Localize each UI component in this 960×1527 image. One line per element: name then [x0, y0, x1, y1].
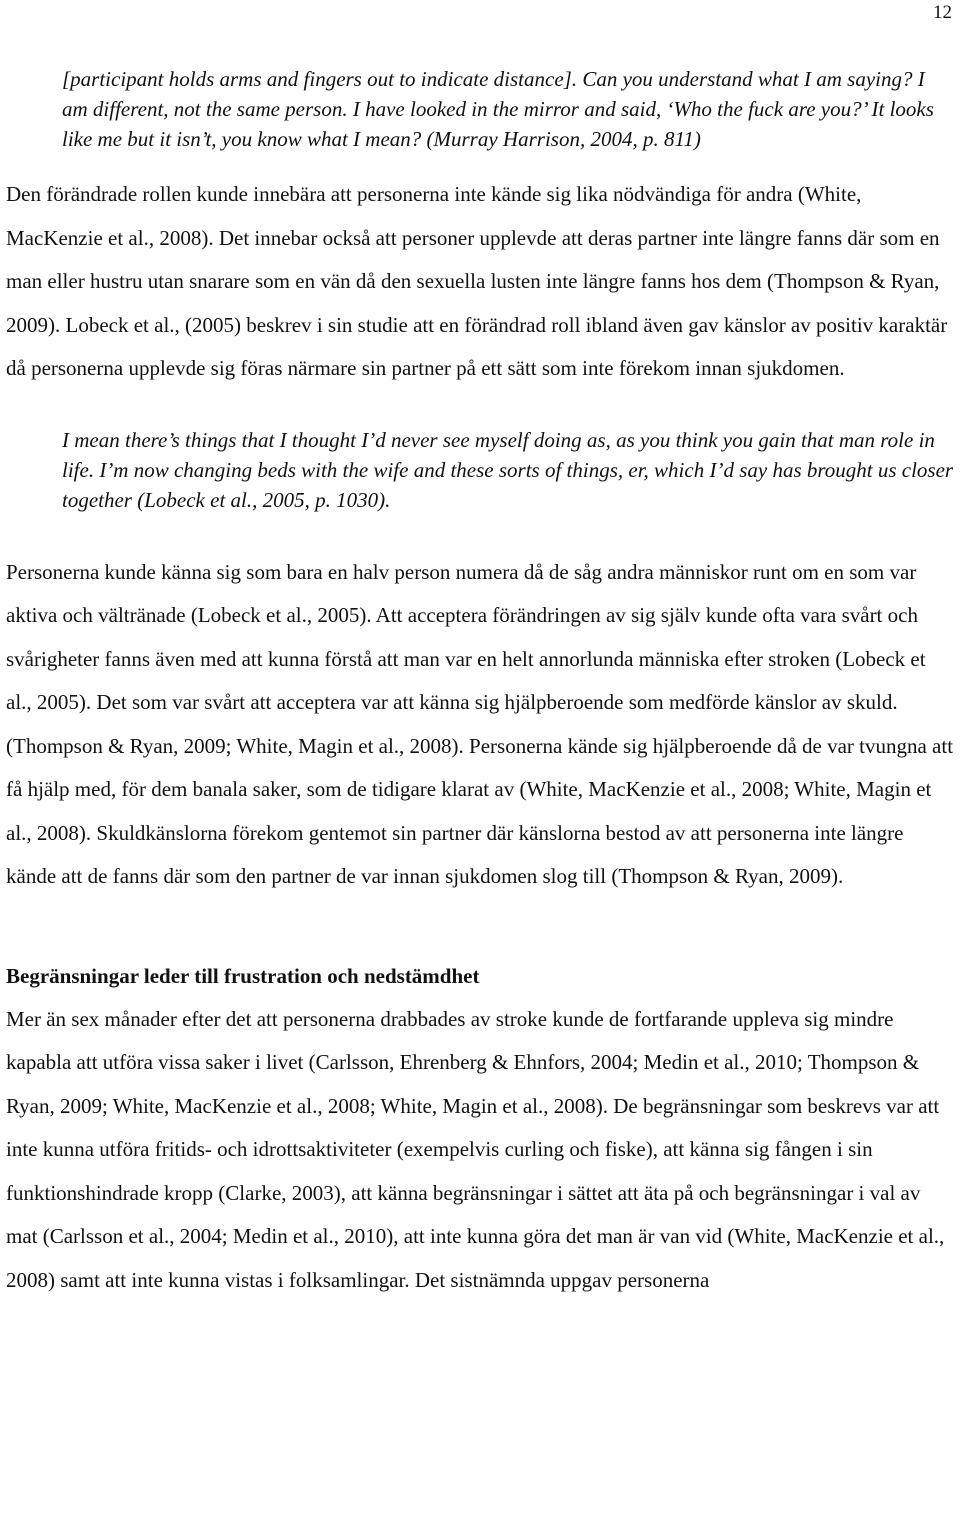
block-quote-1: [participant holds arms and fingers out to indicate distance]. Can you understand what I am saying? I am different, not the same person. I have looked in the mirror and said, ‘Who the fuck are you?’ It looks like me but it isn’t, you know what I mean? (Murray Harrison, 2004, p. 811): [62, 67, 934, 151]
document-body: [6, 64, 956, 1302]
section-paragraph: Mer än sex månader efter det att personerna drabbades av stroke kunde de fortfarande uppleva sig mindre kapabla att utföra vissa saker i livet (Carlsson, Ehrenberg & Ehnfors, 2004; Medin et al., 2010; Thompson & Ryan, 2009; White, MacKenzie et al., 2008; White, Magin et al., 2008). De begränsningar som beskrevs var att inte kunna utföra fritids- och idrottsaktiviteter (exempelvis curling och fiske), att känna sig fången i sin funktionshindrade kropp (Clarke, 2003), att känna begränsningar i sättet att äta på och begränsningar i val av mat (Carlsson et al., 2004; Medin et al., 2010), att inte kunna göra det man är van vid (White, MacKenzie et al., 2008) samt att inte kunna vistas i folksamlingar. Det sistnämnda uppgav personerna: [6, 1006, 945, 1292]
paragraph-2: Personerna kunde känna sig som bara en halv person numera då de såg andra människor runt om en som var aktiva och vältränade (Lobeck et al., 2005). Att acceptera förändringen av sig själv kunde ofta vara svårt och svårigheter fanns även med att kunna förstå att man var en helt annorlunda människa efter stroken (Lobeck et al., 2005). Det som var svårt att acceptera var att känna sig hjälpberoende som medförde känslor av skuld. (Thompson & Ryan, 2009; White, Magin et al., 2008). Personerna kände sig hjälpberoende då de var tvungna att få hjälp med, för dem banala saker, som de tidigare klarat av (White, MacKenzie et al., 2008; White, Magin et al., 2008). Skuldkänslorna förekom gentemot sin partner där känslorna bestod av att personerna inte längre kände att de fanns där som den partner de var innan sjukdomen slog till (Thompson & Ryan, 2009).: [6, 559, 954, 888]
paragraph-1: Den förändrade rollen kunde innebära att personerna inte kände sig lika nödvändiga för andra (White, MacKenzie et al., 2008). Det innebar också att personer upplevde att deras partner inte längre fanns där som en man eller hustru utan snarare som en vän då den sexuella lusten inte längre fanns hos dem (Thompson & Ryan, 2009). Lobeck et al., (2005) beskrev i sin studie att en förändrad roll ibland även gav känslor av positiv karaktär då personerna upplevde sig föras närmare sin partner på ett sätt som inte förekom innan sjukdomen.: [6, 182, 948, 380]
page-number: 12: [933, 2, 952, 23]
block-quote-2: I mean there’s things that I thought I’d never see myself doing as, as you think you gain that man role in life. I’m now changing beds with the wife and these sorts of things, er, which I’d say has brought us closer together (Lobeck et al., 2005, p. 1030).: [62, 427, 954, 512]
section-heading: Begränsningar leder till frustration och nedstämdhet: [6, 963, 480, 988]
